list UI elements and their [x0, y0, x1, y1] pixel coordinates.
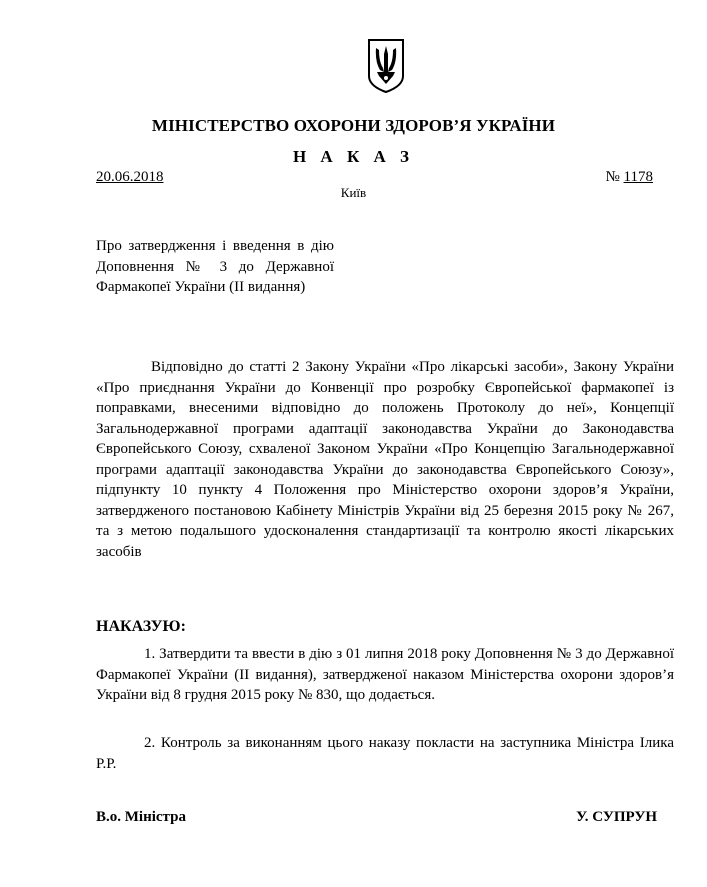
issue-city: Київ: [340, 185, 367, 200]
order-preamble: Відповідно до статті 2 Закону України «Про лікарські засоби», Закону України «Про приєднання України до Конвенції про розробку Європейської фармакопеї із поправками, внесеними відповідно до положень Протоколу до неї», Концепції Загальнодержавної програми адаптації законодавства України до Законодавства Європейського Союзу, схваленої Законом України «Про Концепцію Загальнодержавної програми адаптації законодавства України до законодавства Європейського Союзу», підпункту 10 пункту 4 Положення про Міністерство охорони здоров’я України, затвердженого постановою Кабінету Міністрів України від 25 березня 2015 року № 267, та з метою подальшого удосконалення стандартизації та контролю якості лікарських засобів: [96, 359, 674, 560]
order-date: 20.06.2018: [96, 169, 164, 185]
order-item-2: 2. Контроль за виконанням цього наказу покласти на заступника Міністра Ілика Р.Р.: [96, 735, 674, 772]
ministry-name: МІНІСТЕРСТВО ОХОРОНИ ЗДОРОВ’Я УКРАЇНИ: [151, 116, 556, 135]
order-heading: НАКАЗУЮ:: [96, 618, 186, 635]
signatory-name: У. СУПРУН: [576, 809, 657, 825]
order-subject: Про затвердження і введення в дію Доповнення № 3 до Державної Фармакопеї України (ІІ видання): [96, 238, 334, 295]
order-item-1: 1. Затвердити та ввести в дію з 01 липня 2018 року Доповнення № 3 до Державної Фармакопеї України (ІІ видання), затвердженої наказом Міністерства охорони здоров’я України від 8 грудня 2015 року № 830, що додається.: [96, 646, 674, 703]
document-type-title: Н А К А З: [292, 147, 415, 166]
order-number: [605, 169, 653, 186]
order-number-prefix: №: [605, 169, 620, 185]
ukraine-trident-emblem-icon: [367, 38, 405, 94]
signatory-role: В.о. Міністра: [96, 809, 186, 825]
order-number-value: 1178: [623, 169, 653, 185]
